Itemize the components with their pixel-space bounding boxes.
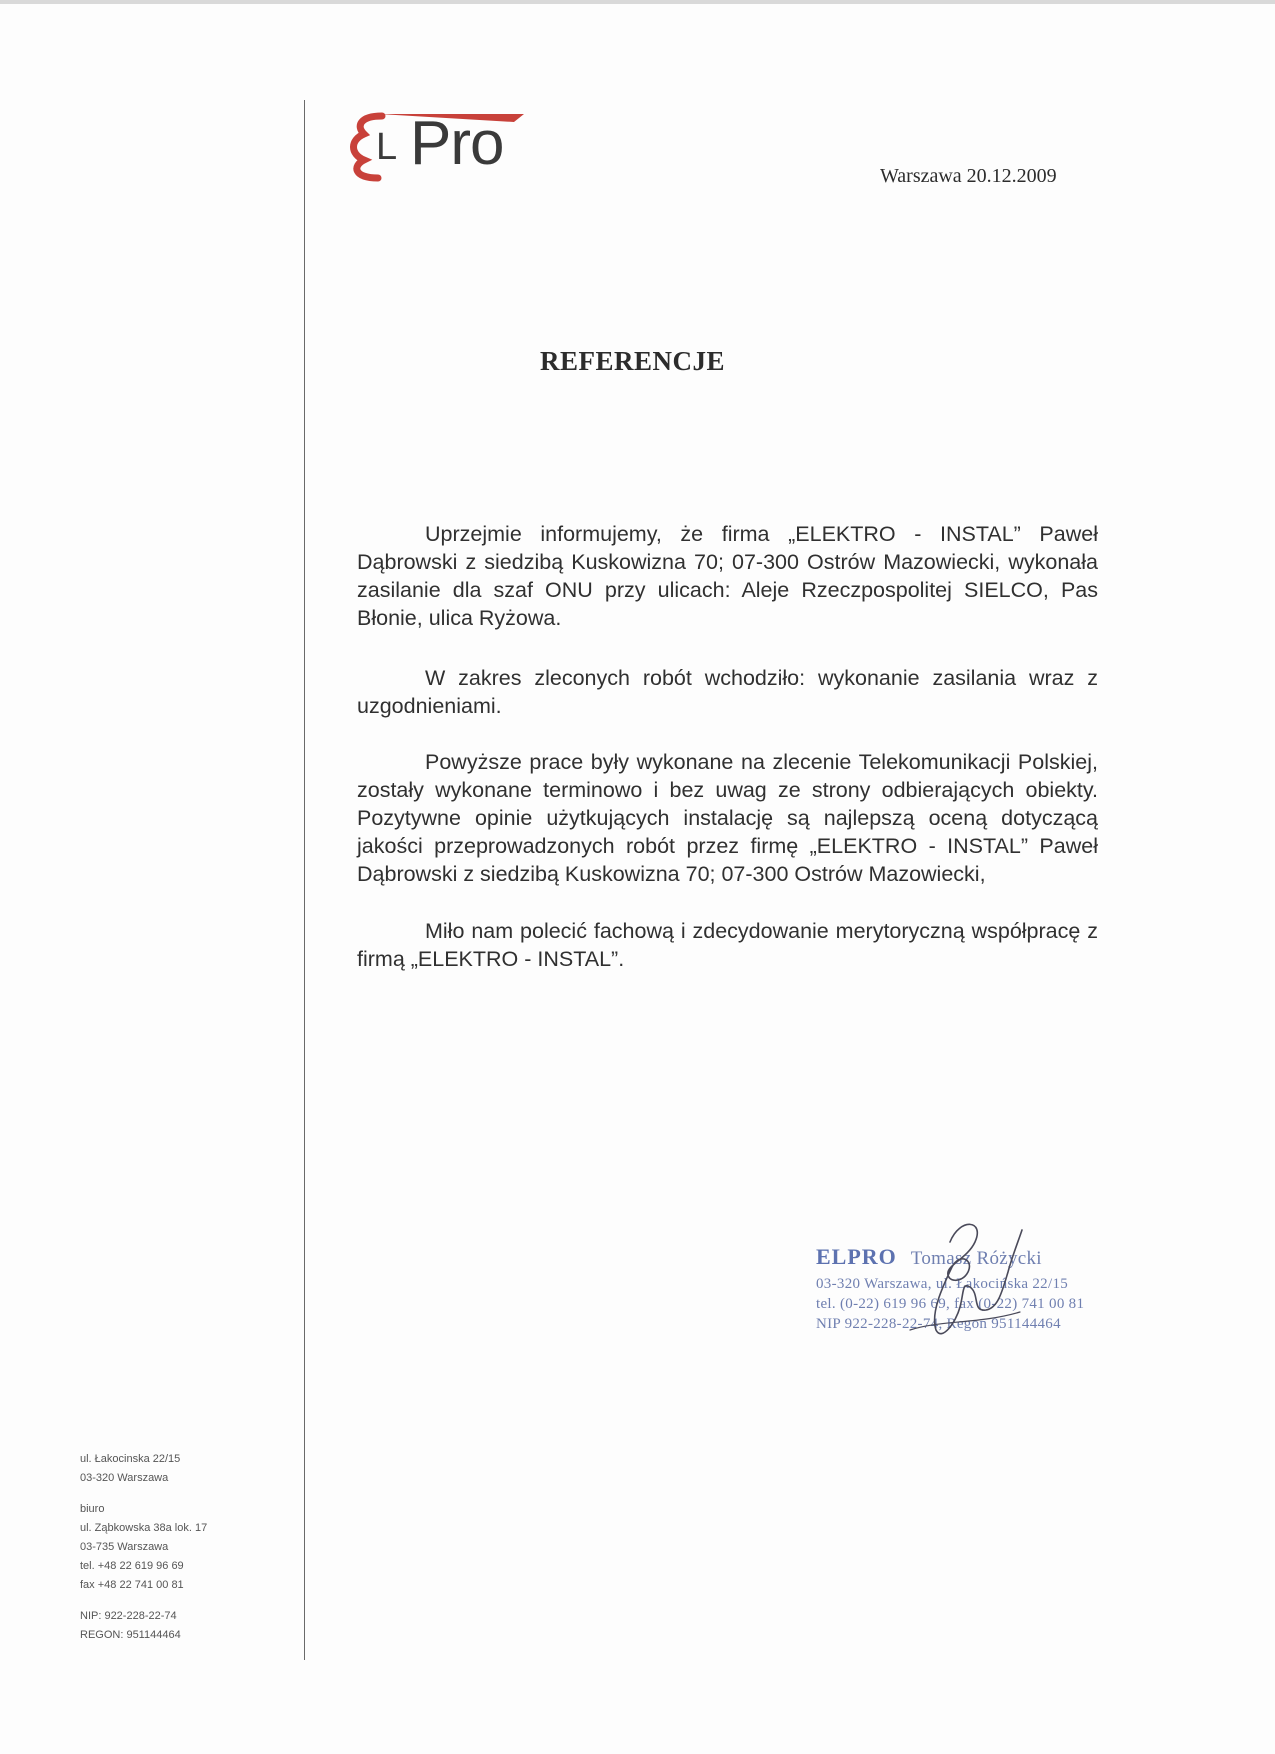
paragraph-recommendation: Miło nam polecić fachową i zdecydowanie merytoryczną współpracę z firmą „ELEKTRO - INSTAL”. (357, 919, 1098, 971)
letterhead-footer (80, 1450, 280, 1645)
footer-office-line2: 03-735 Warszawa (80, 1541, 169, 1553)
logo-letter-l: L (376, 126, 398, 168)
footer-nip: NIP: 922-228-22-74 (80, 1610, 177, 1622)
logo-brand-text: Pro (410, 109, 504, 178)
document-title: REFERENCJE (540, 346, 726, 376)
footer-address-line2: 03-320 Warszawa (80, 1472, 169, 1484)
letter-body (357, 520, 1098, 973)
paragraph-quality: Powyższe prace były wykonane na zlecenie Telekomunikacji Polskiej, zostały wykonane terminowo i bez uwag ze strony odbierających obiekty. Pozytywne opinie użytkujących instalację są najlepszą oceną dotyczącą jakości przeprowadzonych robót przez firmę „ELEKTRO - INSTAL” Paweł Dąbrowski z siedzibą Kuskowizna 70; 07-300 Ostrów Mazowiecki, (357, 750, 1098, 886)
footer-address-line1: ul. Łakocinska 22/15 (80, 1453, 181, 1465)
scan-top-edge (0, 0, 1275, 4)
paragraph-scope: W zakres zleconych robót wchodziło: wykonanie zasilania wraz z uzgodnieniami. (357, 666, 1098, 718)
footer-office-line1: ul. Ząbkowska 38a lok. 17 (80, 1522, 208, 1534)
stamp-brand: ELPRO (816, 1244, 897, 1269)
stamp-person: Tomasz Różycki (910, 1248, 1042, 1269)
paragraph-intro: Uprzejmie informujemy, że firma „ELEKTRO - INSTAL” Paweł Dąbrowski z siedzibą Kuskowizna 70; 07-300 Ostrów Mazowiecki, wykonała zasilanie dla szaf ONU przy ulicach: Aleje Rzeczpospolitej SIELCO, Pas Błonie, ulica Ryżowa. (357, 522, 1098, 630)
stamp-address: 03-320 Warszawa, ul. Łakocińska 22/15 (816, 1276, 1069, 1292)
footer-office-label: biuro (80, 1503, 105, 1515)
signature-icon (890, 1212, 1040, 1352)
letter-date: Warszawa 20.12.2009 (880, 165, 1057, 187)
stamp-ids: NIP 922-228-22-74, Regon 951144464 (816, 1316, 1061, 1332)
elpro-logo (338, 104, 528, 186)
stamp-phones: tel. (0-22) 619 96 69, fax (0-22) 741 00 81 (816, 1296, 1085, 1312)
footer-regon: REGON: 951144464 (80, 1629, 181, 1641)
footer-tel: tel. +48 22 619 96 69 (80, 1560, 184, 1572)
letterhead-margin-line (304, 100, 305, 1660)
footer-fax: fax +48 22 741 00 81 (80, 1579, 184, 1591)
handwritten-signature (890, 1212, 1040, 1352)
